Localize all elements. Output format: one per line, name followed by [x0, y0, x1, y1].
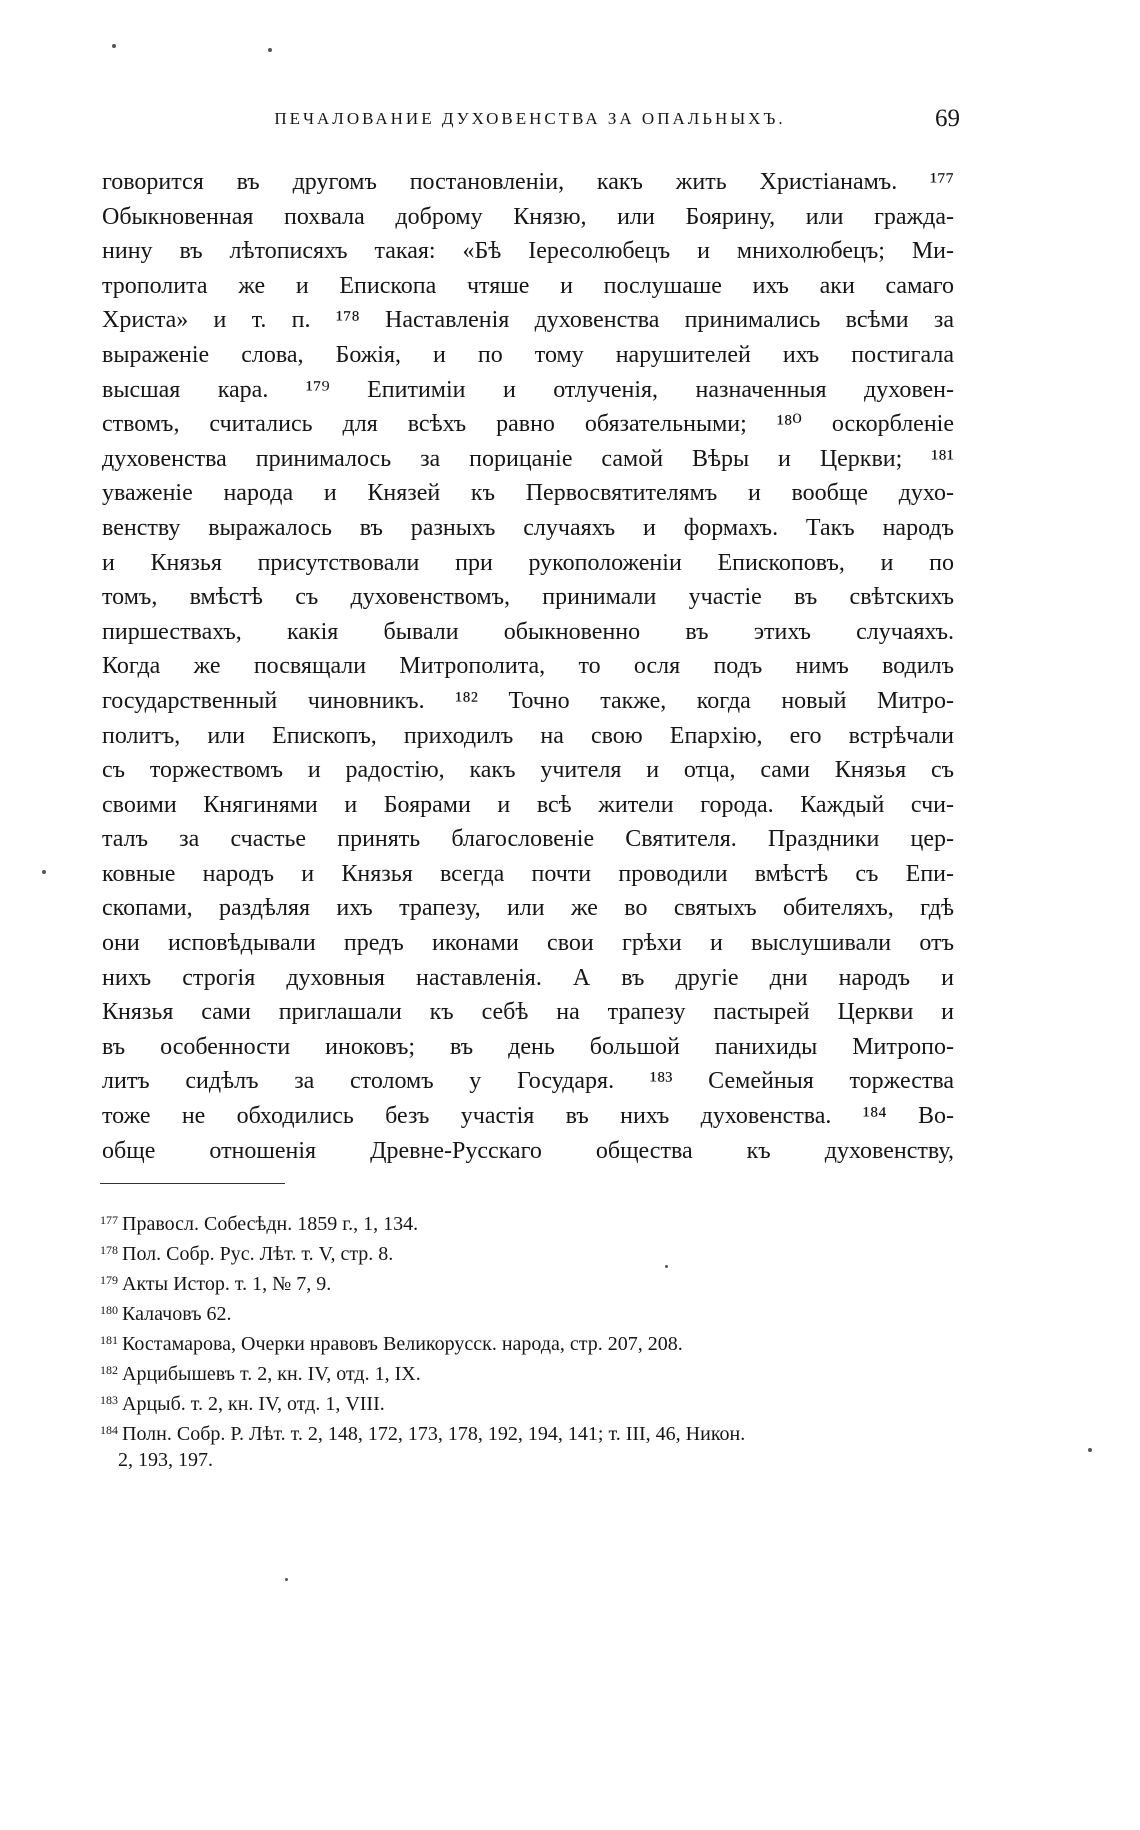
scan-speck	[665, 1265, 668, 1268]
text-line: въ особенности иноковъ; въ день большой панихиды Митропо-	[102, 1033, 954, 1060]
footnote-text: Арцыб. т. 2, кн. IV, отд. 1, VIII.	[122, 1393, 385, 1415]
footnote	[100, 1205, 960, 1235]
text-line: Князья сами приглашали къ себѣ на трапезу пастырей Церкви и	[102, 999, 954, 1026]
text-line: государственный чиновникъ. ¹⁸² Точно также, когда новый Митро-	[102, 687, 954, 714]
text-line: томъ, вмѣстѣ съ духовенствомъ, принимали участіе въ свѣтскихъ	[102, 584, 954, 611]
footnote	[100, 1415, 960, 1445]
scan-speck	[285, 1578, 288, 1581]
text-line: они исповѣдывали предъ иконами свои грѣхи и выслушивали отъ	[102, 930, 954, 957]
text-line: нихъ строгія духовныя наставленія. А въ другіе дни народъ и	[102, 964, 954, 991]
footnote-number: 183	[100, 1393, 118, 1407]
text-line: выраженіе слова, Божія, и по тому нарушителей ихъ постигала	[102, 341, 954, 368]
footnote-number: 181	[100, 1333, 118, 1347]
footnote	[100, 1355, 960, 1385]
text-line: пиршествахъ, какія бывали обыкновенно въ этихъ случаяхъ.	[102, 618, 954, 645]
footnote-text: Правосл. Собесѣдн. 1859 г., 1, 134.	[122, 1213, 419, 1235]
text-line: тоже не обходились безъ участія въ нихъ духовенства. ¹⁸⁴ Во-	[102, 1103, 954, 1130]
scan-speck	[112, 44, 116, 48]
text-line: Когда же посвящали Митрополита, то осля подъ нимъ водилъ	[102, 653, 954, 680]
footnote-text: Калачовъ 62.	[122, 1303, 232, 1325]
footnote-text: Арцибышевъ т. 2, кн. IV, отд. 1, IX.	[122, 1363, 421, 1385]
scan-speck	[1088, 1448, 1092, 1452]
running-title: ПЕЧАЛОВАНИЕ ДУХОВЕНСТВА ЗА ОПАЛЬНЫХЪ.	[274, 109, 786, 128]
body-text	[102, 165, 954, 1168]
text-line: говорится въ другомъ постановленіи, какъ жить Христіанамъ. ¹⁷⁷	[102, 169, 954, 195]
footnote	[100, 1385, 960, 1415]
text-line: своими Княгинями и Боярами и всѣ жители города. Каждый счи-	[102, 791, 954, 818]
scan-speck	[42, 870, 46, 874]
text-line: трополита же и Епископа чтяше и послушаше ихъ аки самаго	[102, 272, 954, 299]
text-line: ковные народъ и Князья всегда почти проводили вмѣстѣ съ Епи-	[102, 860, 954, 887]
footnote	[100, 1265, 960, 1295]
footnote-number: 184	[100, 1423, 118, 1437]
text-line: талъ за счастье принять благословеніе Святителя. Праздники цер-	[102, 826, 954, 853]
text-line: венству выражалось въ разныхъ случаяхъ и формахъ. Такъ народъ	[102, 514, 954, 541]
footnote-text: Костамарова, Очерки нравовъ Великорусск. народа, стр. 207, 208.	[122, 1333, 683, 1355]
text-line: литъ сидѣлъ за столомъ у Государя. ¹⁸³ Семейныя торжества	[102, 1068, 954, 1095]
text-line: высшая кара. ¹⁷⁹ Епитиміи и отлученія, назначенныя духовен-	[102, 376, 954, 403]
footnote-text: Полн. Собр. Р. Лѣт. т. 2, 148, 172, 173, 178, 192, 194, 141; т. III, 46, Никон.	[122, 1423, 746, 1445]
text-line: нину въ лѣтописяхъ такая: «Бѣ Іересолюбецъ и мнихолюбецъ; Ми-	[102, 238, 954, 265]
footnote-text: Пол. Собр. Рус. Лѣт. т. V, стр. 8.	[122, 1243, 394, 1265]
text-line: уваженіе народа и Князей къ Первосвятителямъ и вообще духо-	[102, 480, 954, 507]
text-line: политъ, или Епископъ, приходилъ на свою Епархію, его встрѣчали	[102, 722, 954, 749]
footnote-number: 177	[100, 1213, 118, 1227]
page-number: 69	[935, 105, 960, 132]
footnote-continuation: 2, 193, 197.	[118, 1449, 213, 1471]
footnote-number: 182	[100, 1363, 118, 1377]
footnote-number: 178	[100, 1243, 118, 1257]
text-line: и Князья присутствовали при рукоположеніи Епископовъ, и по	[102, 549, 954, 576]
text-line: духовенства принималось за порицаніе самой Вѣры и Церкви; ¹⁸¹	[102, 445, 954, 472]
text-line: скопами, раздѣляя ихъ трапезу, или же во святыхъ обителяхъ, гдѣ	[102, 895, 954, 922]
footnote-number: 179	[100, 1273, 118, 1287]
text-line: обще отношенія Древне-Русскаго общества къ духовенству,	[102, 1137, 954, 1164]
text-line: Обыкновенная похвала доброму Князю, или Боярину, или гражда-	[102, 203, 954, 230]
running-head	[100, 105, 960, 135]
text-line: ствомъ, считались для всѣхъ равно обязательными; ¹⁸⁰ оскорбленіе	[102, 411, 954, 438]
footnote	[100, 1235, 960, 1265]
footnotes	[100, 1205, 960, 1475]
scan-speck	[268, 48, 272, 52]
footnote-text: Акты Истор. т. 1, № 7, 9.	[122, 1273, 332, 1295]
text-line: Христа» и т. п. ¹⁷⁸ Наставленія духовенства принимались всѣми за	[102, 307, 954, 334]
text-line: съ торжествомъ и радостію, какъ учителя и отца, сами Князья съ	[102, 757, 954, 784]
footnote	[100, 1295, 960, 1325]
footnote-rule	[100, 1183, 285, 1184]
footnote-number: 180	[100, 1303, 118, 1317]
footnote	[100, 1325, 960, 1355]
